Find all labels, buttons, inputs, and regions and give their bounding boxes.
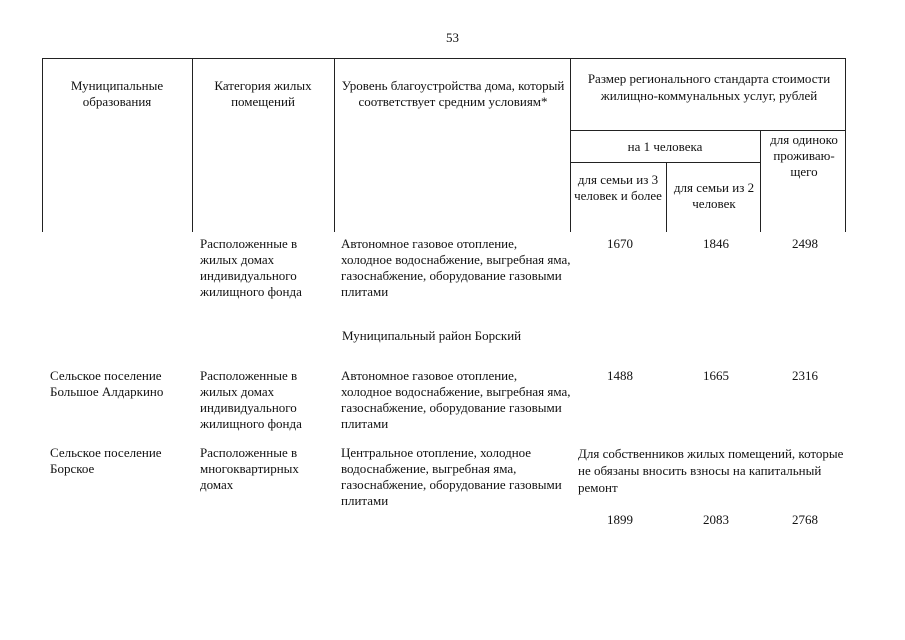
- page-number: 53: [446, 30, 459, 45]
- row1-amenities: Автономное газовое отопление, холодное водоснабжение, выгребная яма, газоснабжение, оборудование газовыми плитами: [341, 236, 571, 299]
- row3-amenities: Центральное отопление, холодное водоснабжение, выгребная яма, газоснабжение, оборудование газовыми плитами: [341, 445, 562, 508]
- row2-municipality: Сельское поселение Большое Алдаркино: [50, 368, 164, 399]
- row2-value-single: 2316: [792, 368, 818, 383]
- row3-value-single: 2768: [792, 512, 818, 527]
- row3-value-family2: 2083: [703, 512, 729, 527]
- row1-value-single: 2498: [792, 236, 818, 251]
- row3-value-family3: 1899: [607, 512, 633, 527]
- row3-note: Для собственников жилых помещений, которые не обязаны вносить взносы на капитальный ремонт: [578, 446, 844, 495]
- header-standard: Размер регионального стандарта стоимости жилищно-коммунальных услуг, рублей: [587, 71, 831, 103]
- header-municipality: Муниципальные образования: [70, 78, 164, 109]
- row2-value-family3: 1488: [607, 368, 633, 383]
- row2-category: Расположенные в жилых домах индивидуального жилищного фонда: [200, 368, 302, 431]
- header-family-3: для семьи из 3 человек и более: [574, 172, 662, 203]
- row3-municipality: Сельское поселение Борское: [50, 445, 162, 476]
- row3-category: Расположенные в многоквартирных домах: [200, 445, 299, 492]
- row1-category: Расположенные в жилых домах индивидуального жилищного фонда: [200, 236, 302, 299]
- row1-value-family3: 1670: [607, 236, 633, 251]
- row1-value-family2: 1846: [703, 236, 729, 251]
- table-header: [42, 58, 846, 232]
- row2-amenities: Автономное газовое отопление, холодное водоснабжение, выгребная яма, газоснабжение, оборудование газовыми плитами: [341, 368, 571, 431]
- header-family-2: для семьи из 2 человек: [673, 180, 755, 211]
- header-amenities: Уровень благоустройства дома, который соответствует средним условиям*: [341, 78, 565, 109]
- row2-value-family2: 1665: [703, 368, 729, 383]
- header-per-person: на 1 человека: [627, 139, 703, 154]
- header-category: Категория жилых помещений: [214, 78, 312, 109]
- header-single: для одиноко проживаю-щего: [770, 132, 838, 179]
- section-title: Муниципальный район Борский: [342, 328, 522, 343]
